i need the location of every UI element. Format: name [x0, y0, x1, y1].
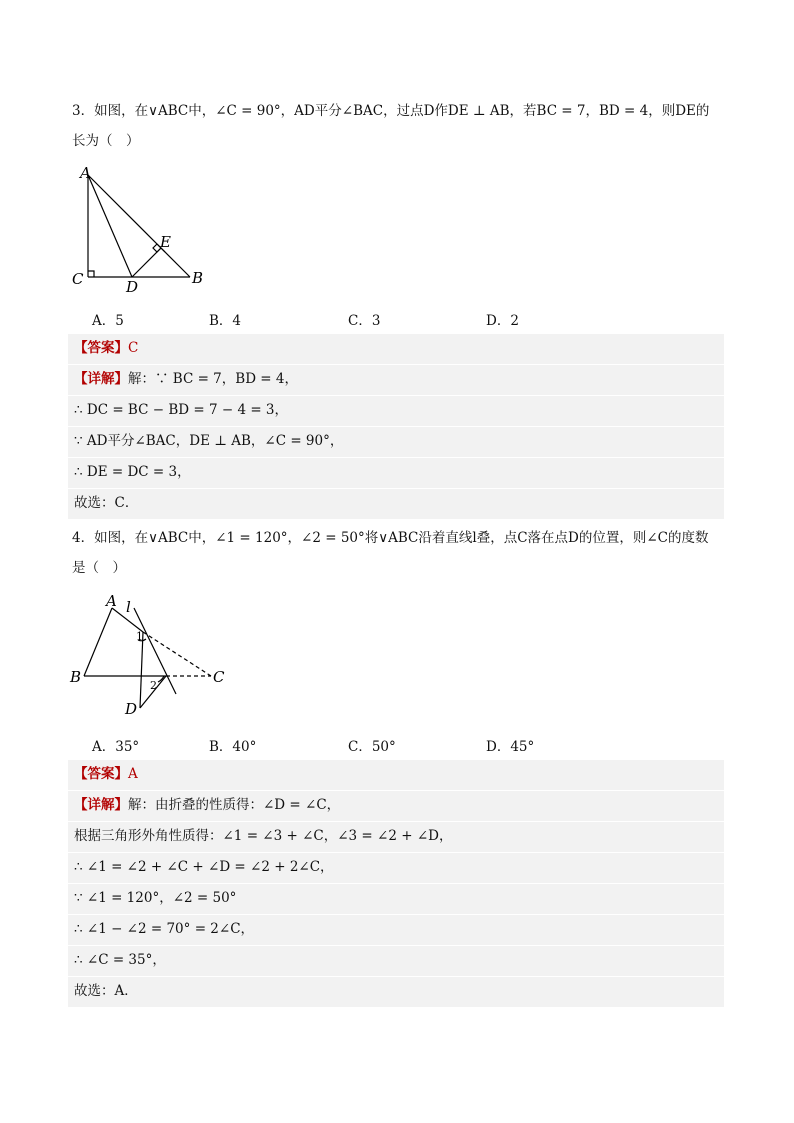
- answer-row: [68, 334, 724, 364]
- solution-line: 解：∵ BC = 7，BD = 4，: [128, 371, 299, 387]
- label-l: l: [126, 598, 131, 616]
- detail-tag: 【详解】: [74, 371, 128, 387]
- label-B: B: [70, 668, 82, 686]
- question-4-stem: [72, 523, 722, 583]
- solution-line: 解：由折叠的性质得：∠D = ∠C，: [128, 797, 341, 813]
- solution-line: 故选：C．: [74, 495, 139, 511]
- solution-line: ∴ ∠1 − ∠2 = 70° = 2∠C，: [74, 921, 255, 937]
- solution-row: [68, 946, 724, 976]
- question-3-figure: [68, 162, 218, 297]
- solution-row: [68, 427, 724, 457]
- label-B: B: [192, 269, 204, 287]
- answer-row: [68, 760, 724, 790]
- solution-line: ∵ AD平分∠BAC，DE ⊥ AB，∠C = 90°，: [74, 433, 344, 449]
- solution-row: [68, 915, 724, 945]
- label-angle-1: 1: [136, 630, 143, 643]
- detail-row: [68, 791, 724, 821]
- solution-line: 根据三角形外角性质得：∠1 = ∠3 + ∠C，∠3 = ∠2 + ∠D，: [74, 828, 453, 844]
- answer-value: A: [128, 766, 138, 782]
- label-E: E: [160, 233, 171, 251]
- question-4-figure: [68, 590, 233, 720]
- solution-line: ∴ DC = BC − BD = 7 − 4 = 3，: [74, 402, 289, 418]
- solution-line: 故选：A．: [74, 983, 138, 999]
- segment-AB: [88, 175, 190, 277]
- option-b[interactable]: B．4: [209, 313, 242, 329]
- detail-row: [68, 365, 724, 395]
- solution-row: [68, 489, 724, 519]
- option-d[interactable]: D．2: [486, 313, 519, 329]
- question-4-line2: 是（ ）: [72, 560, 126, 576]
- solution-row: [68, 884, 724, 914]
- question-4-solution: [68, 760, 724, 1008]
- segment-AD: [88, 175, 132, 277]
- solution-line: ∵ ∠1 = 120°，∠2 = 50°: [74, 890, 237, 906]
- label-C: C: [72, 270, 84, 288]
- label-A: A: [80, 164, 91, 182]
- solution-line: ∴ ∠1 = ∠2 + ∠C + ∠D = ∠2 + 2∠C，: [74, 859, 334, 875]
- question-3-line1: 3．如图，在∨ABC中，∠C = 90°，AD平分∠BAC，过点D作DE ⊥ AB，若BC = 7，BD = 4，则DE的: [72, 103, 710, 119]
- option-b[interactable]: B．40°: [209, 739, 257, 755]
- question-3-solution: [68, 334, 724, 520]
- label-C: C: [213, 668, 225, 686]
- option-d[interactable]: D．45°: [486, 739, 535, 755]
- solution-line: ∴ DE = DC = 3，: [74, 464, 191, 480]
- right-angle-mark-C: [88, 271, 94, 277]
- solution-row: [68, 853, 724, 883]
- label-A: A: [106, 592, 117, 610]
- label-angle-2: 2: [150, 679, 157, 692]
- question-3-stem: [72, 96, 722, 156]
- question-4-line1: 4．如图，在∨ABC中，∠1 = 120°，∠2 = 50°将∨ABC沿着直线l叠，点C落在点D的位置，则∠C的度数: [72, 530, 709, 546]
- dashed-fold-to-C: [143, 632, 211, 676]
- segment-fold-to-D: [140, 632, 143, 708]
- option-a[interactable]: A．5: [92, 313, 124, 329]
- solution-row: [68, 458, 724, 488]
- option-a[interactable]: A．35°: [92, 739, 140, 755]
- answer-tag: 【答案】: [74, 766, 128, 782]
- solution-line: ∴ ∠C = 35°，: [74, 952, 166, 968]
- segment-AB: [84, 608, 112, 676]
- label-D: D: [126, 278, 139, 296]
- answer-tag: 【答案】: [74, 340, 128, 356]
- answer-value: C: [128, 340, 139, 356]
- solution-row: [68, 822, 724, 852]
- option-c[interactable]: C．3: [348, 313, 381, 329]
- option-c[interactable]: C．50°: [348, 739, 396, 755]
- question-3-line2: 长为（ ）: [72, 133, 140, 149]
- label-D: D: [125, 700, 138, 718]
- detail-tag: 【详解】: [74, 797, 128, 813]
- solution-row: [68, 977, 724, 1007]
- solution-row: [68, 396, 724, 426]
